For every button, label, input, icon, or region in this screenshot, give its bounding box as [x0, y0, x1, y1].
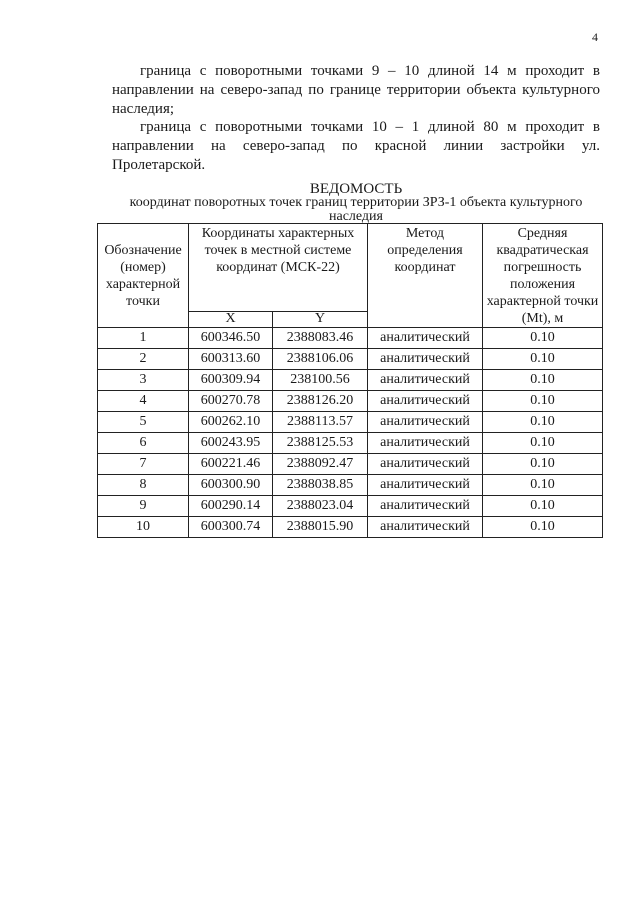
header-error: Средняя квадратическая погрешность положения характерной точки (Mt), м — [483, 224, 603, 328]
cell-y: 2388038.85 — [273, 475, 368, 496]
coordinates-table — [97, 223, 603, 538]
table-row — [98, 349, 603, 370]
cell-y: 2388113.57 — [273, 412, 368, 433]
table-row — [98, 454, 603, 475]
cell-error: 0.10 — [483, 412, 603, 433]
cell-y: 2388023.04 — [273, 496, 368, 517]
cell-x: 600309.94 — [189, 370, 273, 391]
cell-x: 600300.74 — [189, 517, 273, 538]
header-point: Обозначение (номер) характерной точки — [98, 224, 189, 328]
cell-method: аналитический — [368, 454, 483, 475]
cell-error: 0.10 — [483, 433, 603, 454]
table-row — [98, 370, 603, 391]
document-title: ВЕДОМОСТЬ — [309, 181, 403, 197]
cell-error: 0.10 — [483, 391, 603, 412]
cell-error: 0.10 — [483, 475, 603, 496]
cell-point: 7 — [98, 454, 189, 475]
cell-y: 2388106.06 — [273, 349, 368, 370]
table-row — [98, 517, 603, 538]
cell-point: 3 — [98, 370, 189, 391]
paragraph-text: граница с поворотными точками 9 – 10 длиной 14 м проходит в направлении на северо-запад по границе территории объекта культурного наследия; — [112, 63, 600, 117]
cell-point: 5 — [98, 412, 189, 433]
cell-method: аналитический — [368, 475, 483, 496]
table-row — [98, 496, 603, 517]
cell-method: аналитический — [368, 496, 483, 517]
cell-error: 0.10 — [483, 496, 603, 517]
cell-error: 0.10 — [483, 328, 603, 349]
cell-method: аналитический — [368, 328, 483, 349]
cell-x: 600243.95 — [189, 433, 273, 454]
cell-method: аналитический — [368, 412, 483, 433]
table-row — [98, 391, 603, 412]
cell-point: 4 — [98, 391, 189, 412]
document-subtitle: координат поворотных точек границ территории ЗРЗ-1 объекта культурного наследия — [129, 195, 583, 224]
cell-method: аналитический — [368, 370, 483, 391]
header-method: Метод определения координат — [368, 224, 483, 328]
cell-point: 10 — [98, 517, 189, 538]
cell-method: аналитический — [368, 517, 483, 538]
header-x: X — [189, 312, 273, 328]
table-row — [98, 475, 603, 496]
cell-x: 600221.46 — [189, 454, 273, 475]
cell-point: 6 — [98, 433, 189, 454]
cell-y: 2388083.46 — [273, 328, 368, 349]
cell-error: 0.10 — [483, 454, 603, 475]
header-y: Y — [273, 312, 368, 328]
table-row — [98, 412, 603, 433]
cell-point: 1 — [98, 328, 189, 349]
cell-y: 2388092.47 — [273, 454, 368, 475]
cell-method: аналитический — [368, 391, 483, 412]
cell-error: 0.10 — [483, 517, 603, 538]
cell-error: 0.10 — [483, 349, 603, 370]
cell-x: 600300.90 — [189, 475, 273, 496]
cell-method: аналитический — [368, 433, 483, 454]
cell-point: 9 — [98, 496, 189, 517]
cell-y: 2388126.20 — [273, 391, 368, 412]
header-coordinates: Координаты характерных точек в местной системе координат (МСК-22) — [189, 224, 368, 312]
page-number: 4 — [592, 30, 598, 44]
cell-x: 600346.50 — [189, 328, 273, 349]
cell-y: 2388125.53 — [273, 433, 368, 454]
cell-point: 8 — [98, 475, 189, 496]
table-row — [98, 328, 603, 349]
cell-x: 600262.10 — [189, 412, 273, 433]
table-row — [98, 433, 603, 454]
paragraph-boundary-10-1 — [112, 118, 600, 175]
cell-x: 600290.14 — [189, 496, 273, 517]
cell-x: 600313.60 — [189, 349, 273, 370]
cell-x: 600270.78 — [189, 391, 273, 412]
paragraph-boundary-9-10 — [112, 62, 600, 119]
cell-y: 2388015.90 — [273, 517, 368, 538]
cell-error: 0.10 — [483, 370, 603, 391]
paragraph-text: граница с поворотными точками 10 – 1 длиной 80 м проходит в направлении на северо-запад по красной линии застройки ул. Пролетарской. — [112, 119, 600, 173]
cell-y: 238100.56 — [273, 370, 368, 391]
cell-method: аналитический — [368, 349, 483, 370]
cell-point: 2 — [98, 349, 189, 370]
